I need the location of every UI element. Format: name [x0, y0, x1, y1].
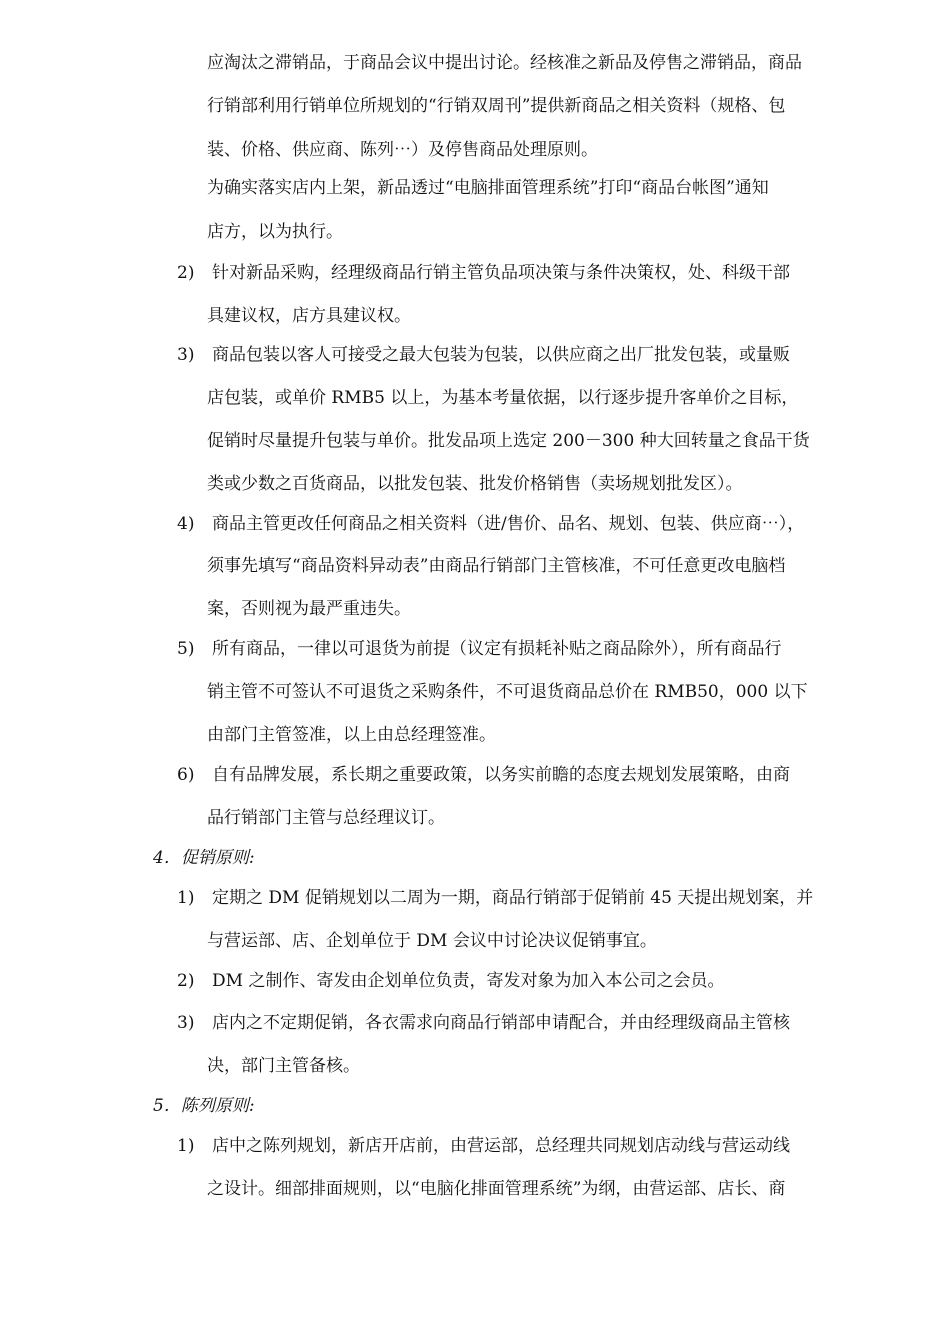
list-item-number: 6) — [177, 765, 195, 785]
paragraph-line: 为确实落实店内上架，新品透过“电脑排面管理系统”打印“商品台帐图”通知 — [207, 178, 769, 198]
list-item-number: 2) — [177, 263, 195, 283]
list-item-line: 商品主管更改任何商品之相关资料（进/售价、品名、规划、包装、供应商⋯）， — [212, 514, 805, 534]
paragraph-line: 装、价格、供应商、陈列⋯）及停售商品处理原则。 — [207, 140, 598, 160]
section-heading: 4．促销原则: — [153, 848, 255, 868]
list-item-line: 店内之不定期促销，各衣需求向商品行销部申请配合，并由经理级商品主管核 — [212, 1013, 790, 1033]
list-item-line: 案，否则视为最严重违失。 — [207, 599, 411, 619]
list-item-line: 具建议权，店方具建议权。 — [207, 306, 411, 326]
list-item-number: 1) — [177, 1136, 195, 1156]
list-item-number: 4) — [177, 514, 195, 534]
paragraph-line: 店方，以为执行。 — [207, 222, 343, 242]
list-item-line: 销主管不可签认不可退货之采购条件，不可退货商品总价在 RMB50，000 以下 — [207, 682, 808, 702]
list-item-line: 之设计。细部排面规则，以“电脑化排面管理系统”为纲，由营运部、店长、商 — [207, 1179, 786, 1199]
list-item-line: 自有品牌发展，系长期之重要政策，以务实前瞻的态度去规划发展策略，由商 — [212, 765, 790, 785]
list-item-line: 商品包装以客人可接受之最大包装为包装，以供应商之出厂批发包装，或量贩 — [212, 345, 790, 365]
list-item-line: 品行销部门主管与总经理议订。 — [207, 808, 445, 828]
list-item-line: 所有商品，一律以可退货为前提（议定有损耗补贴之商品除外），所有商品行 — [212, 639, 782, 659]
list-item-number: 1) — [177, 888, 195, 908]
paragraph-line: 行销部利用行销单位所规划的“行销双周刊”提供新商品之相关资料（规格、包 — [207, 96, 786, 116]
list-item-line: 针对新品采购，经理级商品行销主管负品项决策与条件决策权，处、科级干部 — [212, 263, 790, 283]
list-item-line: 决，部门主管备核。 — [207, 1056, 360, 1076]
list-item-line: 类或少数之百货商品，以批发包装、批发价格销售（卖场规划批发区）。 — [207, 474, 743, 494]
list-item-line: 与营运部、店、企划单位于 DM 会议中讨论决议促销事宜。 — [207, 931, 657, 951]
list-item-number: 2) — [177, 971, 195, 991]
list-item-line: 由部门主管签准，以上由总经理签准。 — [207, 725, 496, 745]
list-item-number: 3) — [177, 1013, 195, 1033]
list-item-number: 3) — [177, 345, 195, 365]
list-item-line: 定期之 DM 促销规划以二周为一期，商品行销部于促销前 45 天提出规划案，并 — [212, 888, 814, 908]
list-item-line: DM 之制作、寄发由企划单位负责，寄发对象为加入本公司之会员。 — [212, 971, 725, 991]
list-item-line: 店包装，或单价 RMB5 以上，为基本考量依据，以行逐步提升客单价之目标， — [207, 388, 799, 408]
list-item-line: 促销时尽量提升包装与单价。批发品项上选定 200－300 种大回转量之食品干货 — [207, 431, 810, 451]
list-item-line: 须事先填写“商品资料异动表”由商品行销部门主管核准，不可任意更改电脑档 — [207, 556, 786, 576]
list-item-number: 5) — [177, 639, 195, 659]
list-item-line: 店中之陈列规划，新店开店前，由营运部，总经理共同规划店动线与营运动线 — [212, 1136, 790, 1156]
section-heading: 5．陈列原则: — [153, 1096, 255, 1116]
paragraph-line: 应淘汰之滞销品，于商品会议中提出讨论。经核准之新品及停售之滞销品，商品 — [207, 53, 802, 73]
